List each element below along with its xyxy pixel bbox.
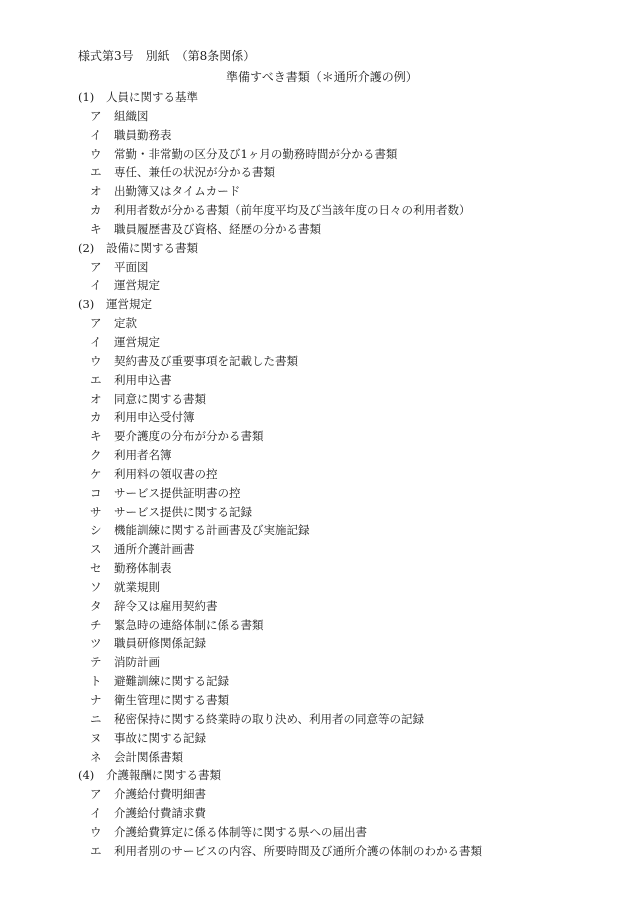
list-item-text: 介護給付費明細書 — [114, 787, 206, 802]
section-heading-text: 運営規定 — [106, 297, 152, 312]
list-item-marker: キ — [90, 429, 102, 444]
document-list — [78, 88, 618, 861]
list-item-text: 職員勤務表 — [114, 127, 172, 142]
list-item — [78, 371, 618, 390]
list-item-text: サービス提供に関する記録 — [114, 504, 252, 519]
list-item — [78, 201, 618, 220]
list-item — [78, 126, 618, 145]
list-item-marker: ツ — [90, 636, 102, 651]
list-item-marker: エ — [90, 165, 102, 180]
list-item — [78, 446, 618, 465]
list-item-text: 勤務体制表 — [114, 561, 172, 576]
section-heading — [78, 88, 618, 107]
list-item-text: 運営規定 — [114, 278, 160, 293]
list-item-text: 介護給費算定に係る体制等に関する県への届出書 — [114, 824, 367, 839]
section-heading — [78, 766, 618, 785]
list-item-marker: キ — [90, 221, 102, 236]
list-item-marker: ナ — [90, 693, 102, 707]
list-item — [78, 729, 618, 748]
list-item-marker: イ — [90, 334, 102, 349]
list-item-text: 常勤・非常勤の区分及び1ヶ月の勤務時間が分かる書類 — [114, 146, 398, 161]
list-item-marker: テ — [90, 655, 102, 670]
list-item-marker: ク — [90, 448, 102, 463]
list-item-text: 組織図 — [114, 108, 149, 123]
list-item — [78, 182, 618, 201]
list-item-text: 会計関係書類 — [114, 749, 183, 764]
list-item-text: 機能訓練に関する計画書及び実施記録 — [114, 523, 310, 538]
list-item-marker: ケ — [90, 466, 102, 481]
list-item-marker: エ — [90, 372, 102, 387]
list-item-marker: ニ — [90, 711, 102, 726]
list-item — [78, 823, 618, 842]
list-item-marker: イ — [90, 806, 102, 821]
list-item-marker: サ — [90, 504, 102, 519]
list-item-text: 出勤簿又はタイムカード — [114, 184, 241, 199]
section-heading — [78, 295, 618, 314]
list-item-marker: チ — [90, 617, 102, 632]
list-item-text: 専任、兼任の状況が分かる書類 — [114, 165, 275, 180]
section-number: (1) — [78, 90, 95, 104]
list-item-marker: ア — [90, 316, 102, 331]
list-item-marker: ス — [90, 542, 102, 557]
list-item — [78, 276, 618, 295]
list-item — [78, 785, 618, 804]
list-item — [78, 597, 618, 616]
section-heading-text: 設備に関する書類 — [106, 240, 198, 255]
list-item — [78, 107, 618, 126]
list-item-text: 辞令又は雇用契約書 — [114, 598, 218, 613]
list-item-text: 秘密保持に関する終業時の取り決め、利用者の同意等の記録 — [114, 711, 425, 726]
list-item-marker: ア — [90, 787, 102, 802]
list-item-marker: オ — [90, 184, 102, 199]
list-item — [78, 616, 618, 635]
list-item-marker: タ — [90, 598, 102, 613]
list-item-text: 同意に関する書類 — [114, 391, 206, 406]
list-item — [78, 163, 618, 182]
list-item — [78, 540, 618, 559]
list-item-marker: オ — [90, 391, 102, 406]
list-item-text: サービス提供証明書の控 — [114, 485, 241, 500]
list-item-text: 平面図 — [114, 259, 149, 274]
list-item — [78, 408, 618, 427]
list-item-marker: ヌ — [90, 730, 102, 745]
list-item-text: 利用者数が分かる書類（前年度平均及び当該年度の日々の利用者数） — [114, 203, 471, 218]
list-item — [78, 427, 618, 446]
section-number: (4) — [78, 768, 95, 783]
list-item-text: 消防計画 — [114, 655, 160, 670]
list-item-text: 介護給付費請求費 — [114, 806, 206, 821]
list-item-marker: ソ — [90, 579, 102, 594]
list-item — [78, 710, 618, 729]
list-item-text: 利用申込受付簿 — [114, 410, 195, 425]
list-item-marker: セ — [90, 561, 102, 576]
list-item — [78, 390, 618, 409]
form-number: 様式第3号 別紙 （第8条関係） — [78, 49, 256, 63]
list-item — [78, 220, 618, 239]
list-item-marker: ネ — [90, 749, 102, 764]
list-item — [78, 258, 618, 277]
list-item — [78, 559, 618, 578]
section-number: (3) — [78, 297, 95, 312]
section-heading-text: 介護報酬に関する書類 — [106, 768, 221, 783]
list-item-marker: イ — [90, 278, 102, 293]
list-item-text: 運営規定 — [114, 334, 160, 349]
list-item — [78, 578, 618, 597]
section-heading-text: 人員に関する基準 — [106, 90, 198, 104]
list-item — [78, 634, 618, 653]
list-item — [78, 352, 618, 371]
section-number: (2) — [78, 240, 95, 255]
list-item-text: 利用者別のサービスの内容、所要時間及び通所介護の体制のわかる書類 — [114, 843, 482, 858]
list-item-text: 要介護度の分布が分かる書類 — [114, 429, 264, 444]
list-item-marker: カ — [90, 410, 102, 425]
list-item-text: 緊急時の連絡体制に係る書類 — [114, 617, 264, 632]
list-item-marker: ウ — [90, 824, 102, 839]
list-item-marker: エ — [90, 843, 102, 858]
list-item-marker: ト — [90, 674, 102, 689]
list-item-marker: シ — [90, 523, 102, 538]
list-item-text: 避難訓練に関する記録 — [114, 674, 229, 689]
list-item — [78, 314, 618, 333]
list-item-marker: ア — [90, 259, 102, 274]
section-heading — [78, 239, 618, 258]
list-item — [78, 503, 618, 522]
list-item — [78, 333, 618, 352]
list-item-text: 職員研修関係記録 — [114, 636, 206, 651]
list-item-text: 衛生管理に関する書類 — [114, 693, 229, 707]
list-item-text: 利用者名簿 — [114, 448, 172, 463]
list-item — [78, 145, 618, 164]
list-item — [78, 484, 618, 503]
list-item — [78, 842, 618, 861]
list-item-marker: コ — [90, 485, 102, 500]
list-item-text: 契約書及び重要事項を記載した書類 — [114, 353, 298, 368]
list-item — [78, 748, 618, 767]
list-item — [78, 653, 618, 672]
list-item-text: 就業規則 — [114, 579, 160, 594]
list-item-text: 職員履歴書及び資格、経歴の分かる書類 — [114, 221, 321, 236]
list-item-marker: イ — [90, 127, 102, 142]
list-item — [78, 465, 618, 484]
list-item-text: 定款 — [114, 316, 137, 331]
list-item-text: 通所介護計画書 — [114, 542, 195, 557]
list-item-marker: ウ — [90, 146, 102, 161]
list-item-marker: カ — [90, 203, 102, 218]
document-title: 準備すべき書類（＊通所介護の例） — [226, 70, 418, 84]
list-item-marker: ア — [90, 108, 102, 123]
list-item — [78, 672, 618, 691]
list-item-text: 事故に関する記録 — [114, 730, 206, 745]
list-item-text: 利用申込書 — [114, 372, 172, 387]
list-item-marker: ウ — [90, 353, 102, 368]
list-item — [78, 691, 618, 710]
list-item — [78, 521, 618, 540]
list-item-text: 利用料の領収書の控 — [114, 466, 218, 481]
list-item — [78, 804, 618, 823]
